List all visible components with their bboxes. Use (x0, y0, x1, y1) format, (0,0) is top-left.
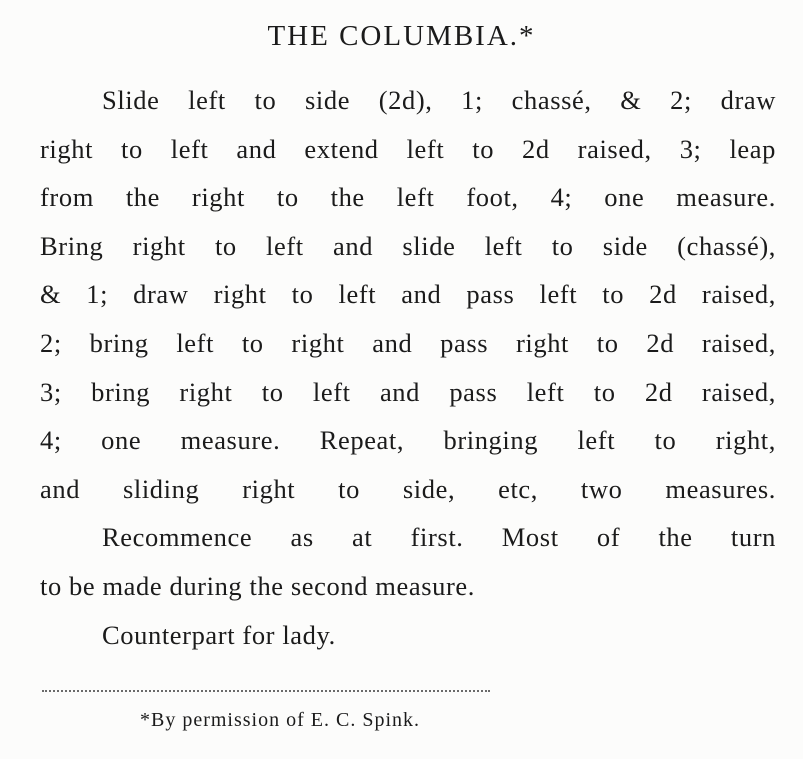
text-line: and sliding right to side, etc, two measures. (40, 473, 776, 504)
paragraph-counterpart (40, 611, 776, 660)
text-line: Counterpart for lady. (102, 619, 336, 650)
text-line: Recommence as at first. Most of the turn (102, 522, 776, 553)
footnote-divider (42, 690, 490, 692)
dance-instructions (40, 76, 776, 659)
text-line: Slide left to side (2d), 1; chassé, & 2; draw (102, 85, 776, 115)
text-line: from the right to the left foot, 4; one measure. (40, 182, 776, 213)
paragraph-recommence (40, 513, 776, 610)
text-line: Bring right to left and slide left to side (chassé), (40, 230, 776, 261)
text-line: 2; bring left to right and pass right to 2d raised, (40, 327, 776, 358)
text-line: to be made during the second measure. (40, 570, 476, 601)
paragraph-steps (40, 76, 776, 513)
footnote: *By permission of E. C. Spink. (139, 709, 420, 731)
text-line: 4; one measure. Repeat, bringing left to right, (40, 425, 776, 456)
dance-title: THE COLUMBIA.* (267, 20, 536, 52)
text-line: & 1; draw right to left and pass left to 2d raised, (40, 279, 776, 310)
text-line: right to left and extend left to 2d raised, 3; leap (40, 133, 776, 164)
text-line: 3; bring right to left and pass left to 2d raised, (40, 376, 776, 407)
